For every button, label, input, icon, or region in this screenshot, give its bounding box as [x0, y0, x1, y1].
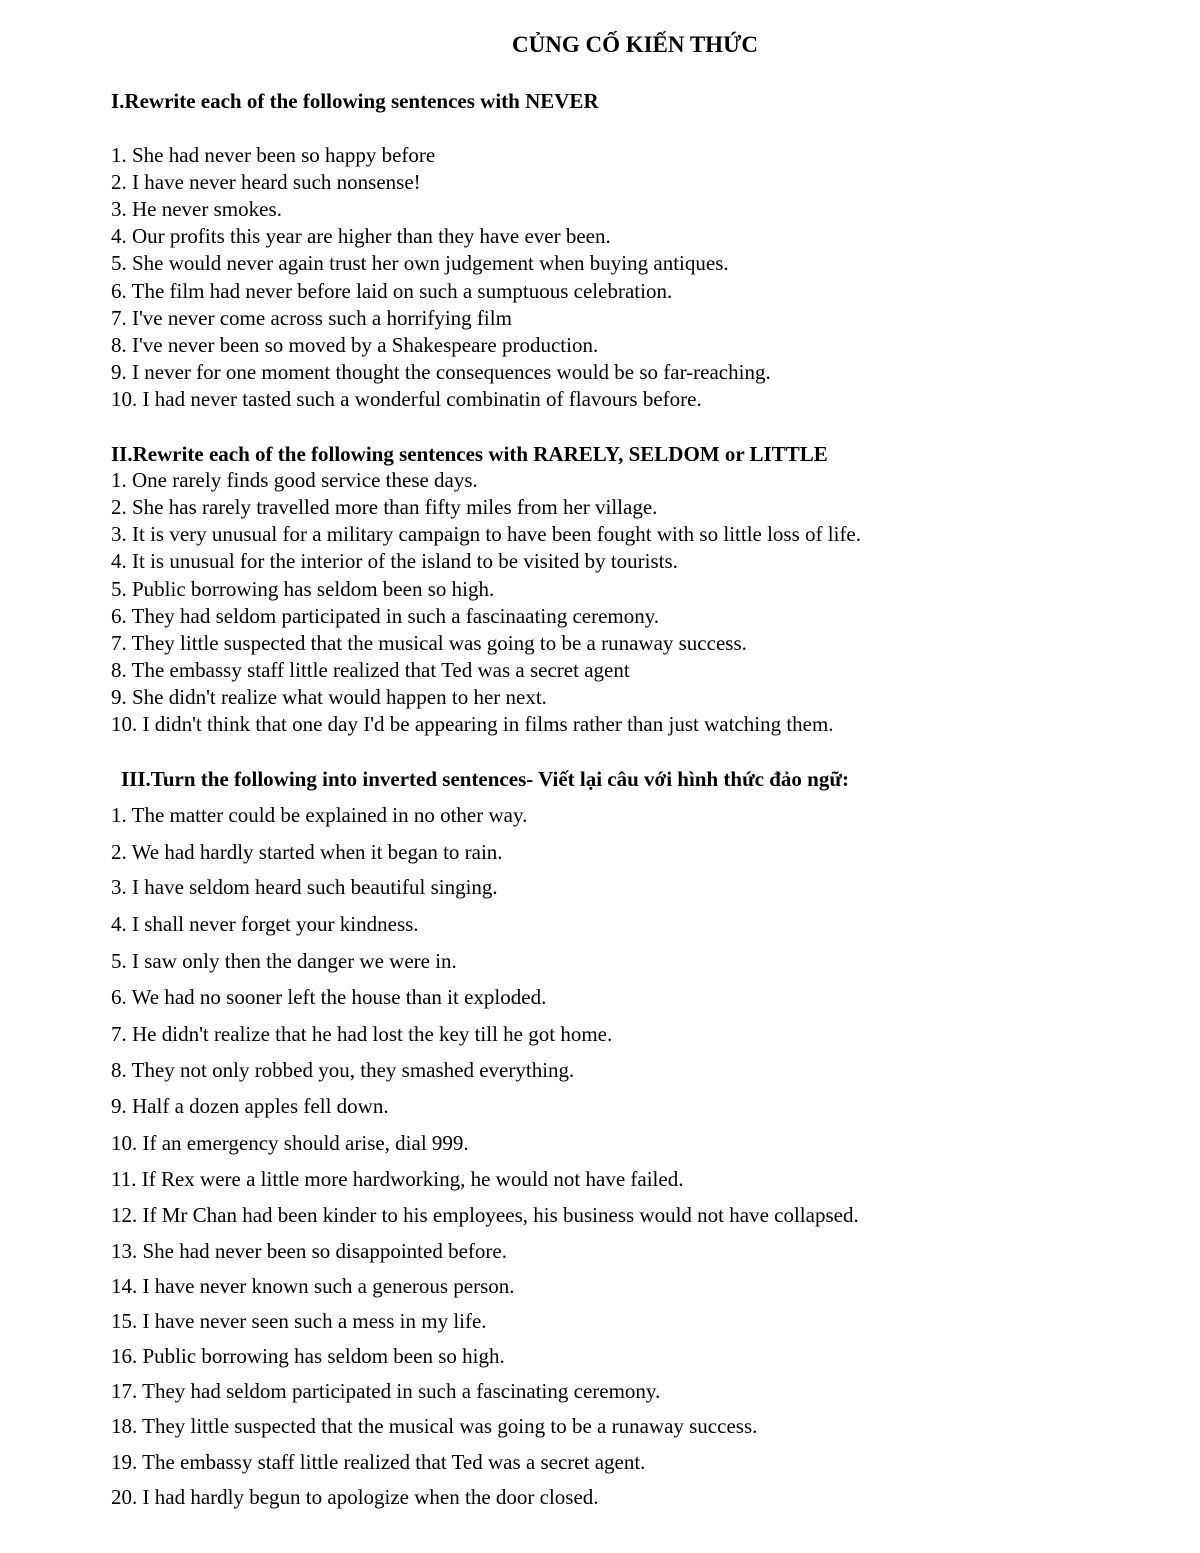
section-3-item: 13. She had never been so disappointed before. [111, 1239, 507, 1263]
section-2-item: 10. I didn't think that one day I'd be appearing in films rather than just watching them. [111, 712, 834, 736]
section-2-item: 6. They had seldom participated in such a fascinaating ceremony. [111, 604, 660, 628]
section-1-item: 5. She would never again trust her own judgement when buying antiques. [111, 251, 729, 275]
section-3-item: 14. I have never known such a generous person. [111, 1274, 515, 1298]
section-2-item: 2. She has rarely travelled more than fifty miles from her village. [111, 495, 658, 519]
section-2-heading: II.Rewrite each of the following sentences with RARELY, SELDOM or LITTLE [111, 442, 828, 466]
section-1-item: 6. The film had never before laid on such a sumptuous celebration. [111, 279, 673, 303]
section-2-item: 4. It is unusual for the interior of the island to be visited by tourists. [111, 549, 678, 573]
section-3-item: 4. I shall never forget your kindness. [111, 912, 419, 936]
section-1-heading: I.Rewrite each of the following sentences with NEVER [111, 89, 599, 113]
section-2-item: 9. She didn't realize what would happen to her next. [111, 685, 547, 709]
section-1-item: 1. She had never been so happy before [111, 143, 436, 167]
section-1-item: 4. Our profits this year are higher than they have ever been. [111, 224, 611, 248]
section-3-item: 8. They not only robbed you, they smashed everything. [111, 1058, 575, 1082]
section-1-item: 9. I never for one moment thought the consequences would be so far-reaching. [111, 360, 771, 384]
section-3-item: 10. If an emergency should arise, dial 999. [111, 1131, 469, 1155]
section-3-item: 3. I have seldom heard such beautiful singing. [111, 875, 498, 899]
section-2-item: 5. Public borrowing has seldom been so high. [111, 577, 495, 601]
section-3-item: 17. They had seldom participated in such a fascinating ceremony. [111, 1379, 661, 1403]
section-1-item: 8. I've never been so moved by a Shakespeare production. [111, 333, 599, 357]
section-2-item: 1. One rarely finds good service these days. [111, 468, 478, 492]
section-3-item: 11. If Rex were a little more hardworking, he would not have failed. [111, 1167, 684, 1191]
section-3-item: 15. I have never seen such a mess in my life. [111, 1309, 487, 1333]
section-2-item: 8. The embassy staff little realized that Ted was a secret agent [111, 658, 630, 682]
section-1-item: 10. I had never tasted such a wonderful combinatin of flavours before. [111, 387, 702, 411]
section-2-item: 3. It is very unusual for a military campaign to have been fought with so little loss of life. [111, 522, 862, 546]
section-3-item: 18. They little suspected that the musical was going to be a runaway success. [111, 1414, 758, 1438]
section-3-item: 5. I saw only then the danger we were in. [111, 949, 457, 973]
section-3-item: 1. The matter could be explained in no other way. [111, 803, 528, 827]
section-3-item: 2. We had hardly started when it began to rain. [111, 840, 503, 864]
section-3-item: 20. I had hardly begun to apologize when the door closed. [111, 1485, 599, 1509]
section-1-item: 2. I have never heard such nonsense! [111, 170, 421, 194]
section-3-item: 6. We had no sooner left the house than it exploded. [111, 985, 547, 1009]
section-3-heading: III.Turn the following into inverted sentences- Viết lại câu với hình thức đảo ngữ: [121, 767, 849, 791]
section-1-item: 3. He never smokes. [111, 197, 282, 221]
section-3-item: 7. He didn't realize that he had lost the key till he got home. [111, 1022, 613, 1046]
section-3-item: 9. Half a dozen apples fell down. [111, 1094, 389, 1118]
document-title: CỦNG CỐ KIẾN THỨC [512, 32, 758, 57]
section-3-item: 12. If Mr Chan had been kinder to his employees, his business would not have collapsed. [111, 1203, 859, 1227]
section-3-item: 19. The embassy staff little realized that Ted was a secret agent. [111, 1450, 646, 1474]
section-2-item: 7. They little suspected that the musical was going to be a runaway success. [111, 631, 747, 655]
section-1-item: 7. I've never come across such a horrifying film [111, 306, 512, 330]
section-3-item: 16. Public borrowing has seldom been so high. [111, 1344, 505, 1368]
